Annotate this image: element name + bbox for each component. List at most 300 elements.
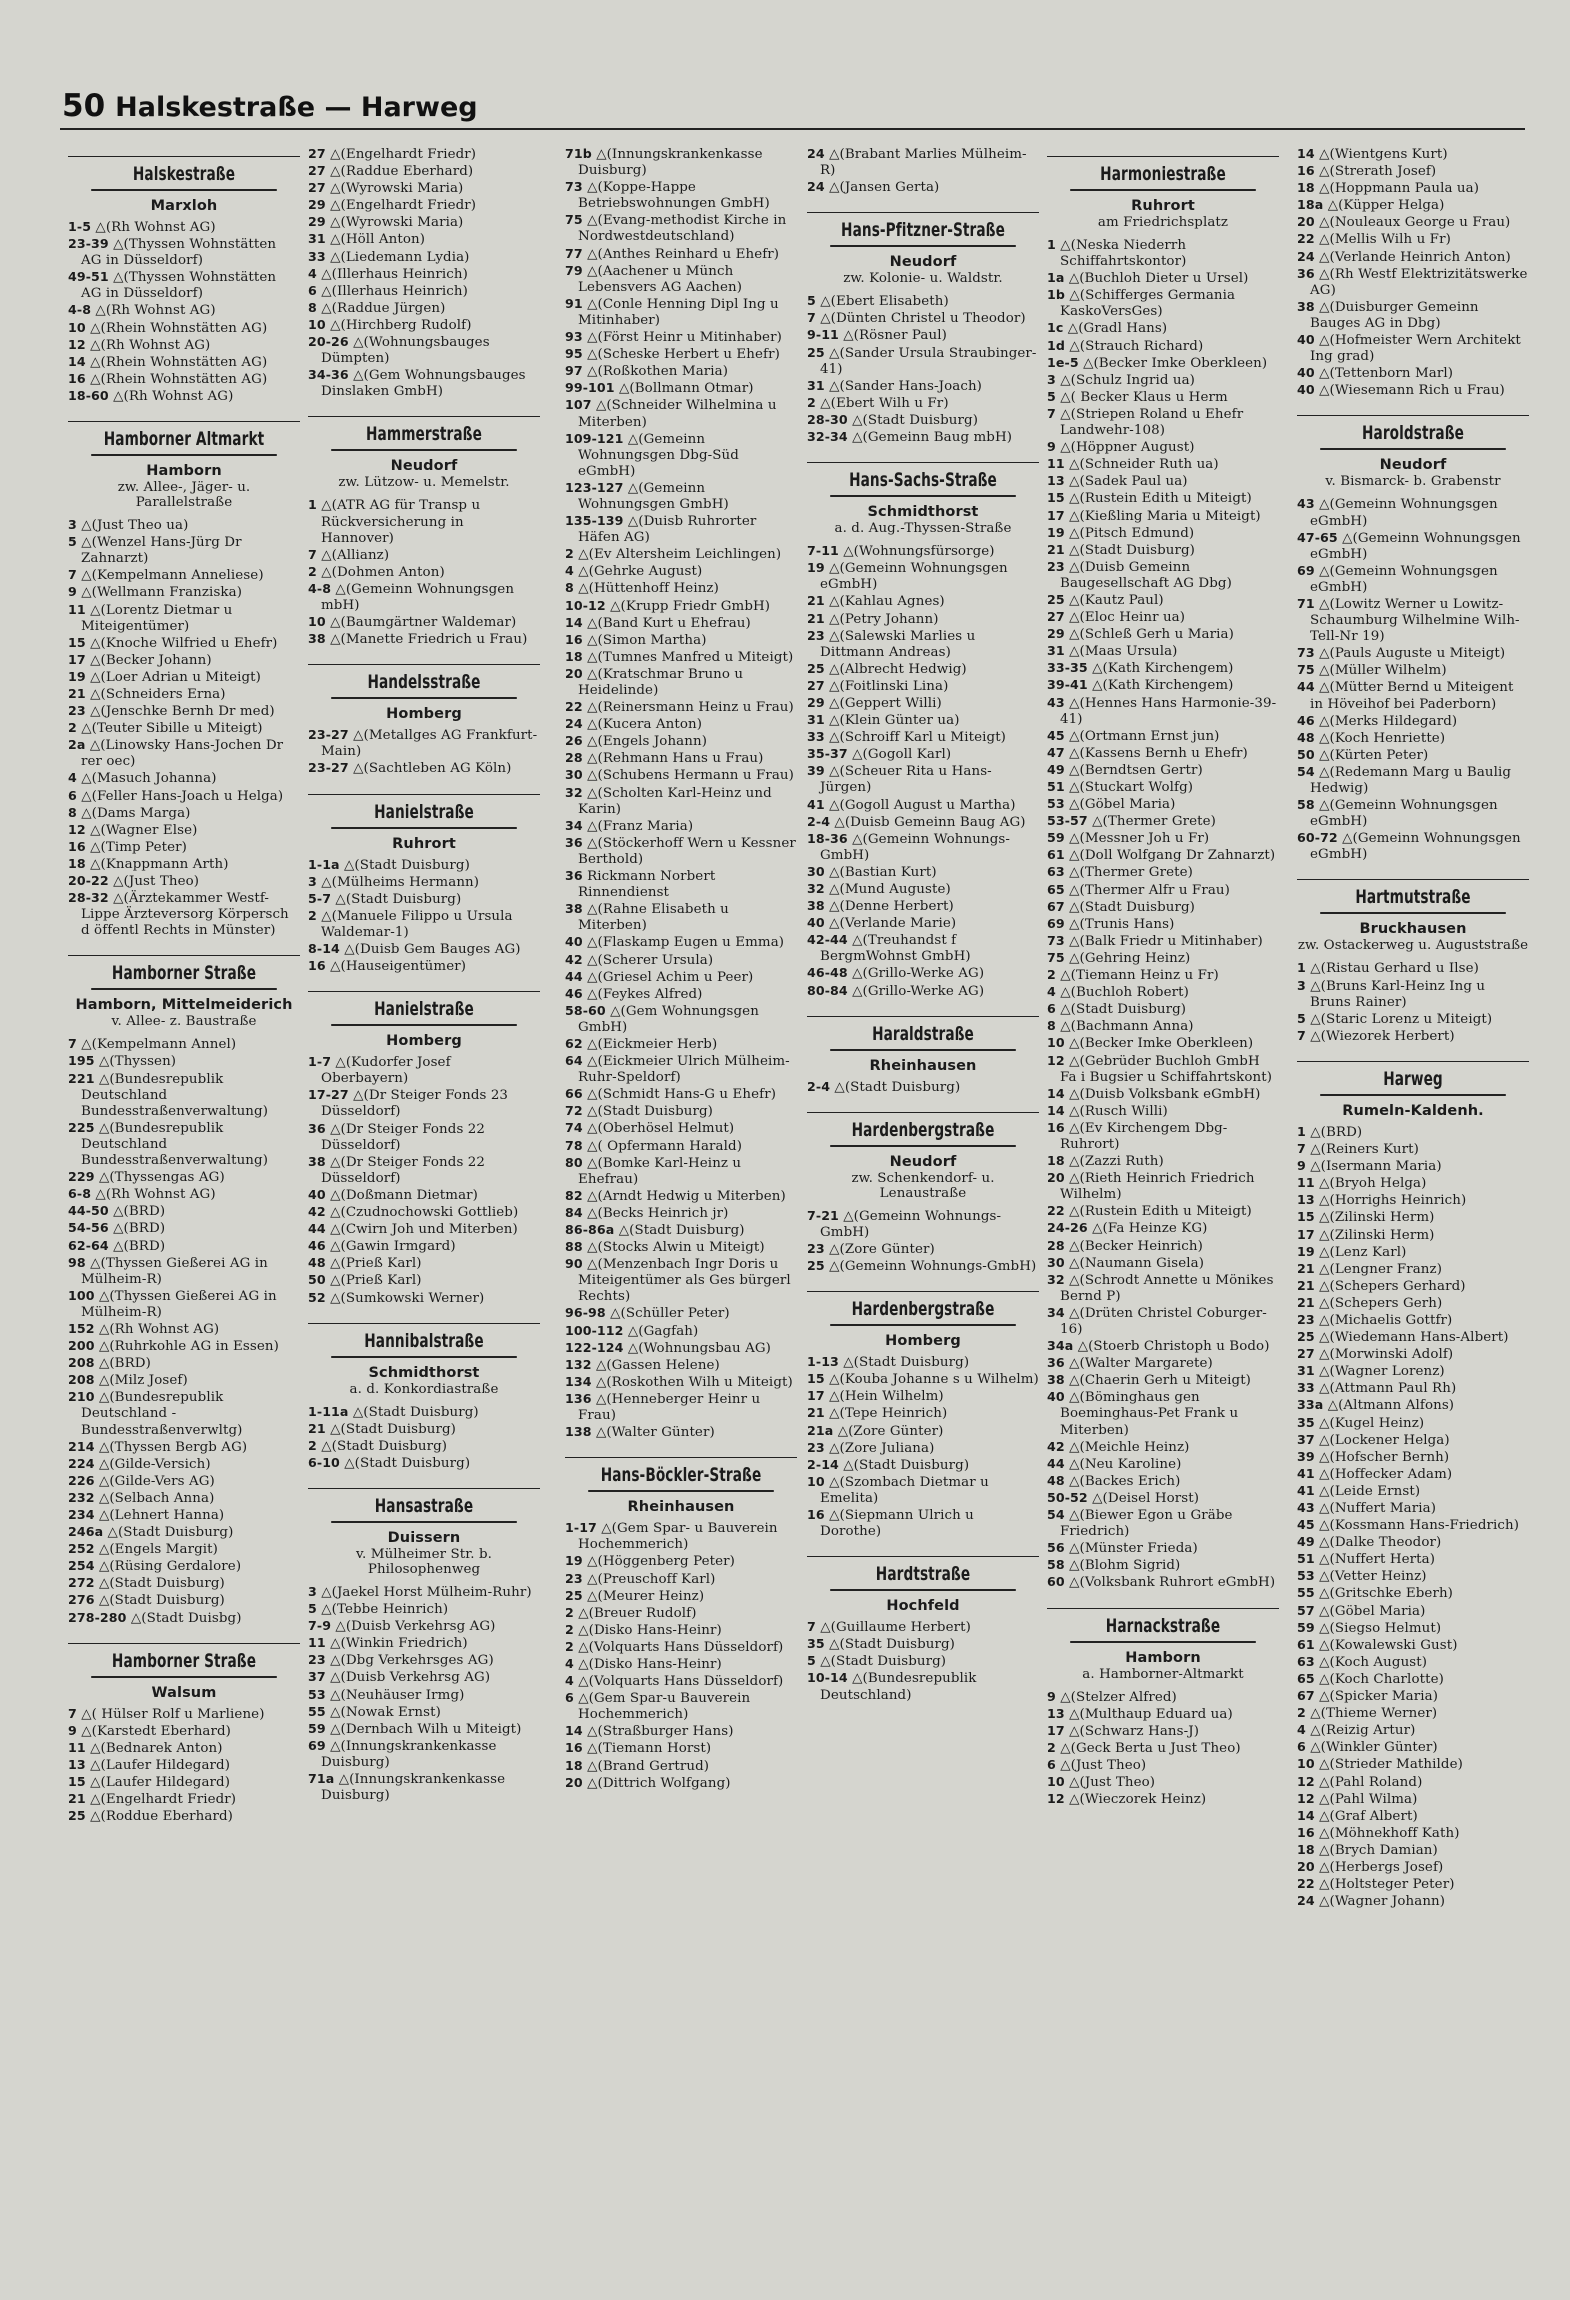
owner-name: △(Duisb Gemeinn Baug AG) bbox=[834, 814, 1026, 830]
address-entry bbox=[68, 737, 300, 770]
house-number: 246a bbox=[68, 1524, 104, 1540]
house-number: 66 bbox=[565, 1086, 583, 1102]
house-number: 73 bbox=[565, 179, 583, 195]
house-number: 278-280 bbox=[68, 1609, 127, 1625]
address-entry bbox=[565, 1155, 797, 1188]
owner-name: △(Thyssen Gießerei AG in Mülheim-R) bbox=[81, 1288, 277, 1320]
owner-name: △(Petry Johann) bbox=[829, 611, 939, 627]
house-number: 36 bbox=[565, 868, 583, 884]
owner-name: △(Rustein Edith u Miteigt) bbox=[1069, 491, 1252, 507]
owner-name: △(Strerath Josef) bbox=[1319, 164, 1437, 180]
owner-name: △(Prieß Karl) bbox=[330, 1273, 422, 1289]
house-number: 7 bbox=[1297, 1141, 1306, 1157]
address-entry bbox=[1297, 1756, 1529, 1773]
address-entry bbox=[68, 1321, 300, 1338]
address-entry bbox=[1297, 645, 1529, 662]
house-number: 19 bbox=[807, 560, 825, 576]
house-number: 226 bbox=[68, 1472, 95, 1488]
address-entry bbox=[308, 1255, 540, 1272]
address-entry bbox=[565, 346, 797, 363]
address-entry bbox=[68, 236, 300, 269]
owner-name: △(Stadt Duisbg) bbox=[130, 1610, 242, 1626]
owner-name: △(Brabant Marlies Mülheim-R) bbox=[820, 147, 1027, 179]
owner-name: △(Berndtsen Gertr) bbox=[1069, 762, 1203, 778]
owner-name: △(Lorentz Dietmar u Miteigentümer) bbox=[81, 602, 233, 634]
house-number: 58-60 bbox=[565, 1002, 606, 1018]
owner-name: △(Franz Maria) bbox=[587, 818, 694, 834]
owner-name: △(Thyssen Gießerei AG in Mülheim-R) bbox=[81, 1255, 268, 1287]
owner-name: △(Wohnungsbauges Dümpten) bbox=[321, 335, 490, 367]
owner-name: △(Stadt Duisburg) bbox=[352, 1404, 479, 1420]
owner-name: △(Raddue Jürgen) bbox=[321, 300, 446, 316]
owner-name: △(Bundesrepublik Deutschland Bundesstraßenverwaltung) bbox=[81, 1120, 269, 1169]
house-number: 75 bbox=[565, 212, 583, 228]
address-entry bbox=[68, 1169, 300, 1186]
owner-name: △(Evang-methodist Kirche in Nordwestdeutschland) bbox=[578, 213, 787, 245]
house-number: 1-13 bbox=[807, 1354, 839, 1370]
owner-name: △(Rh Wohnst AG) bbox=[95, 220, 216, 235]
house-number: 29 bbox=[1047, 626, 1065, 642]
address-entry bbox=[1047, 1272, 1279, 1305]
owner-name: △(Thyssen Wohnstätten AG in Düsseldorf) bbox=[81, 237, 277, 269]
street-district: Hamborn, Mittelmeiderich bbox=[75, 997, 293, 1014]
street-heading: Haroldstraße bbox=[1320, 416, 1506, 450]
owner-name: △(Buchloh Robert) bbox=[1060, 985, 1189, 1001]
house-number: 69 bbox=[308, 1737, 326, 1753]
address-entry bbox=[1047, 355, 1279, 372]
house-number: 74 bbox=[565, 1120, 583, 1136]
street-location: a. d. Aug.-Thyssen-Straße bbox=[834, 521, 1012, 537]
owner-name: △(Bollmann Otmar) bbox=[619, 381, 754, 397]
street-heading: Hans-Böckler-Straße bbox=[588, 1458, 774, 1492]
address-entry bbox=[1297, 1483, 1529, 1500]
address-entry bbox=[565, 868, 797, 901]
owner-name: △(Roddue Eberhard) bbox=[90, 1809, 233, 1825]
owner-name: △(Wagner Lorenz) bbox=[1319, 1364, 1445, 1380]
street-district: Schmidthorst bbox=[368, 1364, 480, 1381]
house-number: 77 bbox=[565, 245, 583, 261]
address-entry bbox=[308, 266, 540, 283]
address-entry bbox=[807, 412, 1039, 429]
address-entry bbox=[565, 263, 797, 296]
house-number: 13 bbox=[68, 1756, 86, 1772]
house-number: 38 bbox=[308, 1153, 326, 1169]
house-number: 17-27 bbox=[308, 1087, 349, 1103]
owner-name: △(Rüsing Gerdalore) bbox=[98, 1559, 242, 1575]
house-number: 15 bbox=[1047, 490, 1065, 506]
owner-name: △(Pahl Wilma) bbox=[1319, 1791, 1418, 1807]
address-entry bbox=[565, 1003, 797, 1036]
house-number: 62 bbox=[565, 1035, 583, 1051]
address-entry bbox=[1297, 1500, 1529, 1517]
street-location: zw. Allee-, Jäger- u. Parallelstraße bbox=[117, 480, 251, 511]
address-entry bbox=[68, 584, 300, 601]
owner-name: △(Jenschke Bernh Dr med) bbox=[90, 704, 275, 720]
owner-name: △(Kratschmar Bruno u Heidelinde) bbox=[578, 666, 744, 698]
address-entry bbox=[565, 1588, 797, 1605]
house-number: 6 bbox=[565, 1690, 574, 1706]
owner-name: △(Siegso Helmut) bbox=[1319, 1620, 1442, 1636]
house-number: 1-1a bbox=[308, 856, 340, 872]
owner-name: △(Gemeinn Wohnungs-GmbH) bbox=[829, 1259, 1037, 1275]
house-number: 7 bbox=[807, 1619, 816, 1635]
address-entry bbox=[1297, 1432, 1529, 1449]
house-number: 2 bbox=[565, 546, 574, 562]
house-number: 60-72 bbox=[1297, 830, 1338, 846]
street-block bbox=[308, 1323, 540, 1397]
address-entry bbox=[565, 1571, 797, 1588]
address-entry bbox=[1047, 1120, 1279, 1153]
house-number: 19 bbox=[68, 668, 86, 684]
house-number: 27 bbox=[308, 180, 326, 196]
address-entry bbox=[807, 543, 1039, 560]
house-number: 18 bbox=[1297, 180, 1315, 196]
owner-name: △(Messner Joh u Fr) bbox=[1069, 831, 1210, 847]
house-number: 51 bbox=[1297, 1551, 1315, 1567]
owner-name: △(Deisel Horst) bbox=[1092, 1490, 1200, 1506]
house-number: 13 bbox=[1047, 1705, 1065, 1721]
house-number: 73 bbox=[1047, 932, 1065, 948]
header-rule bbox=[60, 128, 1525, 130]
address-entry bbox=[565, 1673, 797, 1690]
address-entry bbox=[308, 1204, 540, 1221]
owner-name: △(Duisb Gem Bauges AG) bbox=[344, 942, 521, 957]
address-entry bbox=[565, 1520, 797, 1553]
house-number: 1c bbox=[1047, 320, 1064, 336]
address-entry bbox=[68, 517, 300, 534]
owner-name: △(Wellmann Franziska) bbox=[81, 585, 243, 601]
address-entry bbox=[68, 1456, 300, 1473]
address-entry bbox=[1047, 1557, 1279, 1574]
address-entry bbox=[1047, 1305, 1279, 1338]
address-entry bbox=[1297, 1449, 1529, 1466]
owner-name: △(Rösner Paul) bbox=[843, 328, 947, 344]
street-heading: Hammerstraße bbox=[331, 417, 517, 451]
owner-name: △(Vetter Heinz) bbox=[1319, 1569, 1427, 1585]
house-number: 25 bbox=[807, 344, 825, 360]
owner-name: △(Koch Henriette) bbox=[1319, 730, 1446, 746]
address-entry bbox=[565, 1053, 797, 1086]
street-block bbox=[308, 416, 540, 490]
address-entry bbox=[1047, 439, 1279, 456]
address-entry bbox=[1297, 797, 1529, 830]
house-number: 2 bbox=[807, 394, 816, 410]
house-number: 36 bbox=[565, 834, 583, 850]
owner-name: △(Verlande Heinrich Anton) bbox=[1319, 249, 1511, 265]
address-entry bbox=[1047, 1086, 1279, 1103]
owner-name: △(Thyssengas AG) bbox=[98, 1170, 225, 1186]
owner-name: △(Stadt Duisburg) bbox=[98, 1593, 225, 1609]
owner-name: △(Becker Heinrich) bbox=[1069, 1238, 1203, 1254]
address-entry bbox=[565, 1323, 797, 1340]
house-number: 134 bbox=[565, 1373, 592, 1389]
owner-name: △(Eickmeier Ulrich Mülheim-Ruhr-Speldorf) bbox=[578, 1054, 790, 1086]
house-number: 7 bbox=[68, 1036, 77, 1052]
house-number: 6 bbox=[1047, 1756, 1056, 1772]
address-entry bbox=[308, 1238, 540, 1255]
house-number: 16 bbox=[807, 1506, 825, 1522]
owner-name: △(BRD) bbox=[113, 1221, 166, 1237]
house-number: 60 bbox=[1047, 1574, 1065, 1590]
house-number: 221 bbox=[68, 1070, 95, 1086]
address-entry bbox=[565, 1775, 797, 1792]
house-number: 11 bbox=[1297, 1175, 1315, 1191]
house-number: 10 bbox=[1047, 1035, 1065, 1051]
house-number: 59 bbox=[1297, 1619, 1315, 1635]
owner-name: △(Oberhösel Helmut) bbox=[587, 1121, 735, 1137]
house-number: 5-7 bbox=[308, 890, 332, 906]
house-number: 1e-5 bbox=[1047, 354, 1079, 370]
address-entry bbox=[1047, 626, 1279, 643]
address-entry bbox=[807, 1423, 1039, 1440]
owner-name: △(Stadt Duisburg) bbox=[1060, 1002, 1187, 1018]
address-entry bbox=[308, 1669, 540, 1686]
owner-name: △(Gemeinn Baug mbH) bbox=[852, 430, 1013, 446]
owner-name: △(Jaekel Horst Mülheim-Ruhr) bbox=[321, 1584, 532, 1600]
house-number: 6 bbox=[68, 787, 77, 803]
house-number: 44 bbox=[1297, 679, 1315, 695]
owner-name: △(Stadt Duisburg) bbox=[98, 1576, 225, 1592]
address-entry bbox=[1047, 1220, 1279, 1237]
house-number: 78 bbox=[565, 1137, 583, 1153]
house-number: 55 bbox=[308, 1703, 326, 1719]
address-entry bbox=[1297, 231, 1529, 248]
house-number: 20 bbox=[1297, 214, 1315, 230]
owner-name: △(Altmann Alfons) bbox=[1327, 1398, 1455, 1414]
address-entry bbox=[308, 1221, 540, 1238]
owner-name: △(Höppner August) bbox=[1060, 440, 1195, 456]
address-entry bbox=[565, 649, 797, 666]
house-number: 12 bbox=[68, 821, 86, 837]
house-number: 2 bbox=[308, 907, 317, 923]
house-number: 6-8 bbox=[68, 1186, 92, 1202]
house-number: 14 bbox=[1047, 1102, 1065, 1118]
address-entry bbox=[1047, 542, 1279, 559]
house-number: 122-124 bbox=[565, 1339, 624, 1355]
address-entry bbox=[565, 733, 797, 750]
owner-name: △(Zore Günter) bbox=[829, 1241, 935, 1257]
house-number: 34a bbox=[1047, 1338, 1074, 1354]
street-heading: Hartmutstraße bbox=[1320, 880, 1506, 914]
address-entry bbox=[308, 1187, 540, 1204]
owner-name: △(Rhein Wohnstätten AG) bbox=[90, 371, 268, 387]
address-entry bbox=[68, 302, 300, 319]
owner-name: △(Kugel Heinz) bbox=[1319, 1415, 1425, 1431]
address-entry bbox=[565, 632, 797, 649]
house-number: 21 bbox=[308, 1420, 326, 1436]
street-district: Walsum bbox=[151, 1684, 217, 1701]
house-number: 54 bbox=[1297, 763, 1315, 779]
owner-name: △(Lenz Karl) bbox=[1319, 1244, 1407, 1260]
address-entry bbox=[1297, 1415, 1529, 1432]
owner-name: △(Först Heinr u Mitinhaber) bbox=[587, 330, 782, 346]
owner-name: △(Isermann Maria) bbox=[1310, 1159, 1442, 1175]
street-location: v. Mülheimer Str. b. Philosophenweg bbox=[355, 1546, 493, 1577]
address-entry bbox=[1297, 1722, 1529, 1739]
address-entry bbox=[1297, 1278, 1529, 1295]
owner-name: △(Koch Charlotte) bbox=[1319, 1671, 1444, 1687]
owner-name: △(Scholten Karl-Heinz und Karin) bbox=[578, 785, 772, 817]
address-entry bbox=[565, 1120, 797, 1137]
address-entry bbox=[68, 1186, 300, 1203]
address-entry bbox=[565, 1690, 797, 1723]
house-number: 39 bbox=[1297, 1448, 1315, 1464]
owner-name: △(Walter Günter) bbox=[595, 1425, 715, 1441]
house-number: 55 bbox=[1297, 1585, 1315, 1601]
owner-name: △(Griesel Achim u Peer) bbox=[587, 969, 754, 985]
address-entry bbox=[1047, 1053, 1279, 1086]
owner-name: △(Ruhrkohle AG in Essen) bbox=[98, 1339, 279, 1355]
directory-column-6 bbox=[1297, 146, 1529, 2266]
street-heading: Hansastraße bbox=[331, 1489, 517, 1523]
house-number: 42 bbox=[308, 1204, 326, 1220]
address-entry bbox=[1297, 530, 1529, 563]
house-number: 73 bbox=[1297, 645, 1315, 661]
address-entry bbox=[807, 1405, 1039, 1422]
address-entry bbox=[565, 699, 797, 716]
house-number: 12 bbox=[1297, 1773, 1315, 1789]
house-number: 2a bbox=[68, 737, 86, 753]
address-entry bbox=[1297, 1312, 1529, 1329]
house-number: 79 bbox=[565, 262, 583, 278]
house-number: 67 bbox=[1297, 1688, 1315, 1704]
house-number: 36 bbox=[1047, 1355, 1065, 1371]
address-entry bbox=[807, 712, 1039, 729]
house-number: 9 bbox=[68, 1722, 77, 1738]
house-number: 20-26 bbox=[308, 334, 349, 350]
owner-name: △(Brych Damian) bbox=[1319, 1842, 1438, 1858]
address-entry bbox=[1047, 779, 1279, 796]
house-number: 58 bbox=[1047, 1557, 1065, 1573]
street-block bbox=[68, 156, 300, 215]
address-entry bbox=[1047, 1757, 1279, 1774]
house-number: 1b bbox=[1047, 287, 1065, 303]
owner-name: △(Wieczorek Heinz) bbox=[1069, 1792, 1207, 1808]
address-entry bbox=[1047, 745, 1279, 762]
street-block bbox=[807, 1016, 1039, 1075]
address-entry bbox=[308, 941, 540, 958]
address-entry bbox=[308, 1721, 540, 1738]
street-block bbox=[308, 794, 540, 853]
owner-name: △(Rahne Elisabeth u Miterben) bbox=[578, 902, 729, 934]
owner-name: △(BRD) bbox=[1310, 1124, 1363, 1140]
house-number: 12 bbox=[68, 336, 86, 352]
street-location: zw. Lützow- u. Memelstr. bbox=[338, 475, 510, 491]
owner-name: △(Stadt Duisburg) bbox=[321, 1438, 448, 1454]
house-number: 33 bbox=[807, 729, 825, 745]
house-number: 69 bbox=[1297, 562, 1315, 578]
address-entry bbox=[565, 1222, 797, 1239]
house-number: 9 bbox=[1047, 1688, 1056, 1704]
address-entry bbox=[1297, 1363, 1529, 1380]
address-entry bbox=[807, 1670, 1039, 1703]
owner-name: △(Albrecht Hedwig) bbox=[829, 661, 967, 677]
owner-name: △(Pauls Auguste u Miteigt) bbox=[1319, 646, 1506, 662]
owner-name: △(Gemeinn Wohnungsgen eGmbH) bbox=[1310, 530, 1521, 562]
house-number: 36 bbox=[1297, 265, 1315, 281]
address-entry bbox=[308, 1652, 540, 1669]
address-entry bbox=[1047, 270, 1279, 287]
address-entry bbox=[1047, 830, 1279, 847]
owner-name: △(Kürten Peter) bbox=[1319, 747, 1429, 763]
address-entry bbox=[807, 1507, 1039, 1540]
street-block bbox=[68, 955, 300, 1029]
address-entry bbox=[1297, 1842, 1529, 1859]
house-number: 23-27 bbox=[308, 727, 349, 743]
house-number: 19 bbox=[565, 1553, 583, 1569]
owner-name: △(Stadt Duisburg) bbox=[843, 1457, 970, 1473]
address-entry bbox=[807, 898, 1039, 915]
owner-name: △(Anthes Reinhard u Ehefr) bbox=[587, 246, 780, 262]
address-entry bbox=[1047, 389, 1279, 406]
owner-name: △(Nowak Ernst) bbox=[330, 1704, 441, 1720]
owner-name: △(Duisb Gemeinn Baugesellschaft AG Dbg) bbox=[1060, 559, 1232, 591]
address-entry bbox=[565, 1424, 797, 1441]
owner-name: △(Engelhardt Friedr) bbox=[330, 147, 477, 162]
address-entry bbox=[308, 760, 540, 777]
address-entry bbox=[1297, 146, 1529, 163]
owner-name: △(Lockener Helga) bbox=[1319, 1432, 1450, 1448]
house-number: 4-8 bbox=[68, 302, 92, 318]
address-entry bbox=[1297, 249, 1529, 266]
house-number: 47 bbox=[1047, 744, 1065, 760]
owner-name: △(Manette Friedrich u Frau) bbox=[330, 632, 528, 648]
house-number: 42 bbox=[565, 951, 583, 967]
address-entry bbox=[807, 1636, 1039, 1653]
address-entry bbox=[1047, 1389, 1279, 1438]
address-entry bbox=[1047, 473, 1279, 490]
owner-name: △(Arndt Hedwig u Miterben) bbox=[587, 1188, 786, 1204]
house-number: 2 bbox=[308, 563, 317, 579]
address-entry bbox=[1047, 237, 1279, 270]
owner-name: △(Raddue Eberhard) bbox=[330, 164, 474, 180]
house-number: 5 bbox=[308, 1601, 317, 1617]
owner-name: △(Kahlau Agnes) bbox=[829, 594, 945, 610]
owner-name: △(Ebert Elisabeth) bbox=[820, 294, 949, 310]
owner-name: △(Breuer Rudolf) bbox=[578, 1605, 697, 1621]
address-entry bbox=[68, 1288, 300, 1321]
address-entry bbox=[565, 767, 797, 784]
address-entry bbox=[308, 857, 540, 874]
address-entry bbox=[68, 1255, 300, 1288]
address-entry bbox=[68, 1220, 300, 1237]
owner-name: △(Winkler Günter) bbox=[1310, 1740, 1438, 1756]
address-entry bbox=[1297, 1774, 1529, 1791]
house-number: 62-64 bbox=[68, 1237, 109, 1253]
owner-name: △(Gemeinn Wohnungsgen Dbg-Süd eGmbH) bbox=[578, 431, 739, 479]
address-entry bbox=[68, 1372, 300, 1389]
address-entry bbox=[807, 293, 1039, 310]
house-number: 1 bbox=[1047, 237, 1056, 252]
owner-name: △( Becker Klaus u Herm bbox=[1060, 389, 1228, 405]
owner-name: △(Innungskrankenkasse Duisburg) bbox=[578, 147, 763, 179]
house-number: 34-36 bbox=[308, 367, 349, 383]
address-entry bbox=[1047, 1238, 1279, 1255]
house-number: 61 bbox=[1297, 1636, 1315, 1652]
owner-name: △(Kossmann Hans-Friedrich) bbox=[1319, 1518, 1520, 1534]
owner-name: △(Naumann Gisela) bbox=[1069, 1255, 1205, 1271]
address-entry bbox=[565, 1340, 797, 1357]
house-number: 99-101 bbox=[565, 380, 615, 396]
owner-name: △(Linowsky Hans-Jochen Dr rer oec) bbox=[81, 738, 284, 770]
house-number: 53-57 bbox=[1047, 813, 1088, 829]
house-number: 19 bbox=[1047, 524, 1065, 540]
address-entry bbox=[308, 1272, 540, 1289]
owner-name: △(Balk Friedr u Mitinhaber) bbox=[1069, 933, 1263, 949]
house-number: 9 bbox=[68, 584, 77, 600]
owner-name: △(Rh Wohnst AG) bbox=[90, 337, 211, 353]
address-entry bbox=[807, 1653, 1039, 1670]
